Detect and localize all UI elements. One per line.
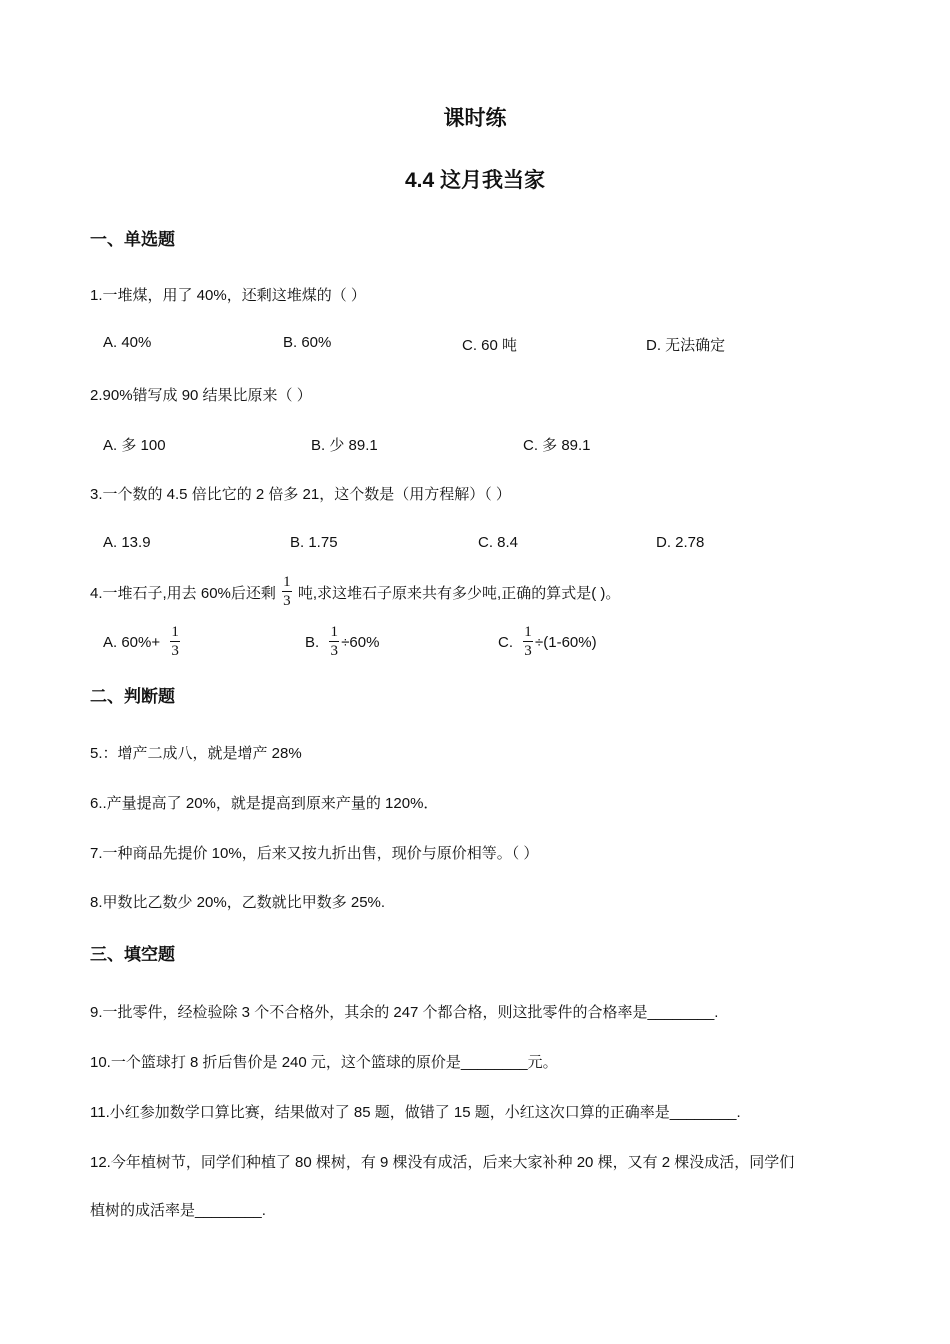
section-heading-single-choice: 一、单选题	[90, 230, 175, 249]
question-7: 7.一种商品先提价 10%，后来又按九折出售，现价与原价相等。（ ）	[90, 845, 539, 862]
page-title: 课时练	[443, 107, 507, 130]
fraction-one-third: $\frac{1}{3}$	[171, 624, 179, 659]
q4-option-c: C. $\frac{1}{3}$ ÷(1-60%)	[498, 624, 597, 659]
question-1: 1.一堆煤，用了 40%，还剩这堆煤的（ ）	[90, 287, 366, 304]
question-4	[90, 574, 620, 610]
q3-option-a: A. 13.9	[103, 534, 151, 551]
question-12-line-1: 12.今年植树节，同学们种植了 80 棵树，有 9 棵没有成活，后来大家补种 20 棵，又有 2 棵没成活，同学们	[90, 1154, 795, 1171]
q3-option-c: C. 8.4	[478, 534, 519, 551]
q2-option-a: A. 多 100	[103, 437, 166, 454]
page-subtitle: 4.4 这月我当家	[404, 169, 546, 192]
question-10: 10.一个篮球打 8 折后售价是 240 元，这个篮球的原价是________元。	[90, 1054, 558, 1071]
fraction-one-third: $\frac{1}{3}$	[283, 574, 291, 609]
q1-option-a: A. 40%	[103, 334, 152, 351]
question-2: 2.90%错写成 90 结果比原来（ ）	[90, 387, 312, 404]
question-9: 9.一批零件，经检验除 3 个不合格外，其余的 247 个都合格，则这批零件的合格率是________.	[90, 1004, 719, 1021]
question-11: 11.小红参加数学口算比赛，结果做对了 85 题，做错了 15 题，小红这次口算的正确率是________.	[90, 1104, 741, 1121]
section-heading-true-false: 二、判断题	[90, 687, 175, 706]
q3-option-d: D. 2.78	[656, 534, 705, 551]
q3-option-b: B. 1.75	[290, 534, 338, 551]
q4-stem-post: 吨,求这堆石子原来共有多少吨,正确的算式是( )。	[297, 584, 621, 602]
q2-option-c: C. 多 89.1	[523, 437, 591, 454]
q4-option-b: B. $\frac{1}{3}$ ÷60%	[305, 624, 380, 659]
q1-option-b: B. 60%	[283, 334, 332, 351]
fraction-one-third: $\frac{1}{3}$	[330, 624, 338, 659]
q2-option-b: B. 少 89.1	[311, 437, 378, 454]
question-12-line-2: 植树的成活率是________.	[90, 1202, 266, 1219]
fraction-one-third: $\frac{1}{3}$	[524, 624, 532, 659]
q4-option-a: A. 60%+ $\frac{1}{3}$	[103, 624, 179, 659]
question-8: 8.甲数比乙数少 20%，乙数就比甲数多 25%.	[90, 894, 386, 911]
section-heading-fill-blank: 三、填空题	[90, 945, 175, 964]
question-5: 5.：增产二成八，就是增产 28%	[90, 745, 302, 762]
q1-option-c: C. 60 吨	[462, 337, 518, 354]
question-6: 6..产量提高了 20%，就是提高到原来产量的 120%．	[90, 795, 439, 812]
q1-option-d: D. 无法确定	[646, 337, 726, 354]
q4-stem-pre: 4.一堆石子,用去 60%后还剩	[90, 584, 276, 602]
question-3: 3.一个数的 4.5 倍比它的 2 倍多 21，这个数是（用方程解）（ ）	[90, 486, 511, 503]
